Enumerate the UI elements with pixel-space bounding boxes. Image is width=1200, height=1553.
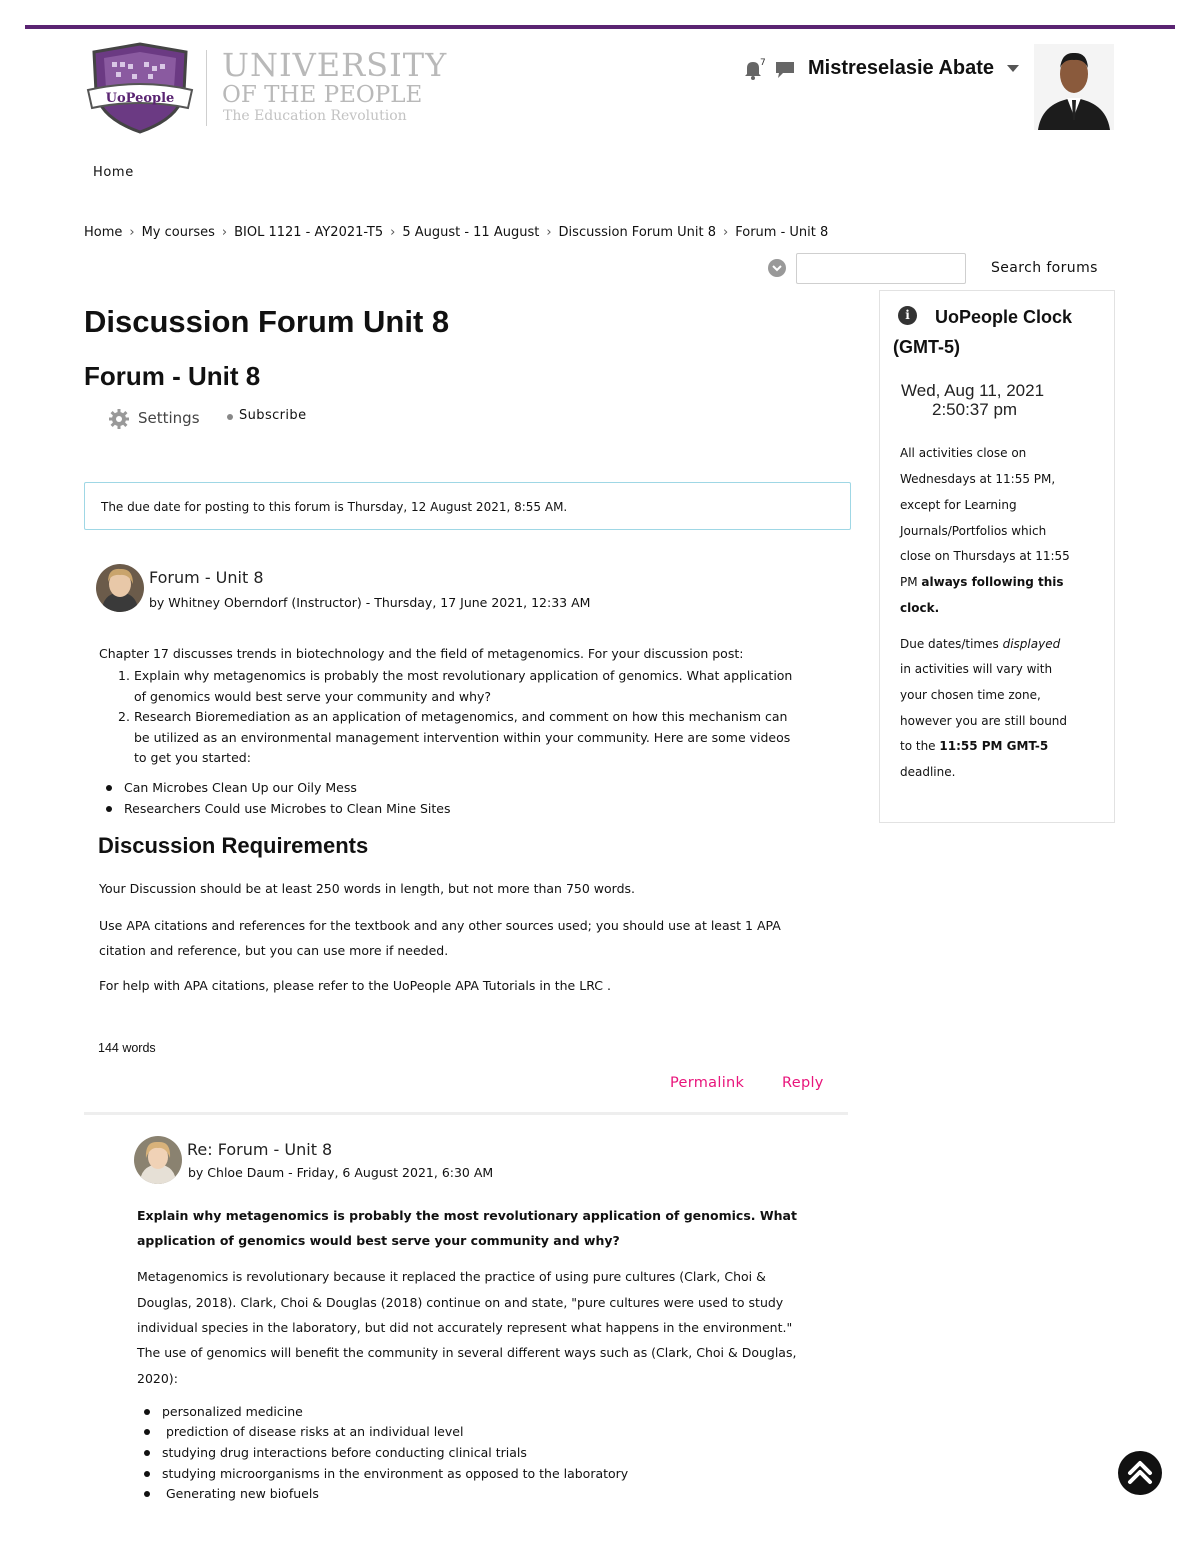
list-item-number: 1. <box>118 668 130 683</box>
clock-note-line: in activities will vary with <box>900 662 1053 676</box>
clock-note-bold: 11:55 PM GMT-5 <box>939 739 1049 753</box>
clock-note-text: PM <box>900 575 922 589</box>
logo-university: UNIVERSITY <box>222 46 448 84</box>
list-item: to get you started: <box>134 750 251 765</box>
reply-question: application of genomics would best serve your community and why? <box>137 1233 620 1248</box>
logo-of-the-people: OF THE PEOPLE <box>222 82 423 108</box>
top-accent-line <box>25 25 1175 29</box>
message-icon[interactable] <box>774 60 796 80</box>
clock-note-bold: always following this <box>921 575 1064 589</box>
logo-separator <box>206 50 207 126</box>
reply-paragraph: 2020): <box>137 1371 178 1386</box>
reply-subject: Re: Forum - Unit 8 <box>187 1140 333 1159</box>
search-forums-input[interactable] <box>796 253 966 284</box>
post-subject: Forum - Unit 8 <box>149 568 264 587</box>
forum-title: Forum - Unit 8 <box>84 361 261 391</box>
list-item: Explain why metagenomics is probably the most revolutionary application of genomics. What application <box>134 668 793 683</box>
chevron-right-icon: › <box>129 225 135 240</box>
subscribe-link[interactable]: Subscribe <box>239 408 307 423</box>
settings-link[interactable]: Settings <box>138 409 200 427</box>
list-item: Generating new biofuels <box>162 1486 319 1501</box>
post-author: by Whitney Oberndorf (Instructor) - Thursday, 17 June 2021, 12:33 AM <box>149 595 591 610</box>
reply-link[interactable]: Reply <box>782 1075 824 1091</box>
bullet-icon <box>144 1429 150 1435</box>
clock-note-line <box>900 739 1048 753</box>
breadcrumb-discussion[interactable]: Discussion Forum Unit 8 <box>558 225 717 240</box>
list-item: studying drug interactions before conducting clinical trials <box>162 1445 527 1460</box>
subscribe-dot-icon <box>227 414 233 420</box>
chevron-right-icon: › <box>390 225 396 240</box>
list-item: personalized medicine <box>162 1404 303 1419</box>
clock-date: Wed, Aug 11, 2021 <box>901 381 1045 400</box>
instructor-avatar[interactable] <box>96 564 144 612</box>
bullet-icon <box>106 806 112 812</box>
list-item-number: 2. <box>118 709 130 724</box>
clock-title: UoPeople Clock <box>935 307 1073 327</box>
list-item: prediction of disease risks at an individual level <box>162 1424 464 1439</box>
page-title: Discussion Forum Unit 8 <box>84 304 450 339</box>
clock-note-line <box>900 575 1064 589</box>
bullet-icon <box>144 1450 150 1456</box>
clock-note-line: however you are still bound <box>900 714 1068 728</box>
clock-note-line: except for Learning <box>900 498 1017 512</box>
uopeople-shield-logo <box>84 42 196 134</box>
breadcrumb-my-courses[interactable]: My courses <box>141 225 215 240</box>
post-intro: Chapter 17 discusses trends in biotechnology and the field of metagenomics. For your discussion post: <box>99 646 744 661</box>
clock-note-line: Wednesdays at 11:55 PM, <box>900 472 1056 486</box>
clock-note-text: Due dates/times <box>900 637 1003 651</box>
notification-count: 7 <box>760 58 766 68</box>
logo-badge-text: UoPeople <box>105 91 175 106</box>
logo-tagline: The Education Revolution <box>223 108 407 124</box>
list-item: of genomics would best serve your community and why? <box>134 689 492 704</box>
chevron-right-icon: › <box>546 225 552 240</box>
breadcrumb-week[interactable]: 5 August - 11 August <box>402 225 540 240</box>
clock-note-italic: displayed <box>1002 637 1061 651</box>
site-logo[interactable] <box>84 42 448 137</box>
breadcrumb-forum[interactable]: Forum - Unit 8 <box>735 225 829 240</box>
caret-down-icon[interactable] <box>1007 65 1019 72</box>
bullet-icon <box>106 785 112 791</box>
search-forums-button[interactable]: Search forums <box>991 260 1098 276</box>
post-divider <box>84 1112 848 1115</box>
user-menu-name[interactable]: Mistreselasie Abate <box>808 57 995 79</box>
clock-note-line: your chosen time zone, <box>900 688 1041 702</box>
bullet-icon <box>144 1491 150 1497</box>
nav-home-link[interactable]: Home <box>93 165 134 180</box>
breadcrumb <box>84 225 828 240</box>
breadcrumb-home[interactable]: Home <box>84 225 123 240</box>
list-item: studying microorganisms in the environment as opposed to the laboratory <box>162 1466 629 1481</box>
clock-note-line: All activities close on <box>900 446 1027 460</box>
requirements-heading: Discussion Requirements <box>98 833 369 858</box>
gear-icon[interactable] <box>108 408 130 430</box>
reply-question: Explain why metagenomics is probably the most revolutionary application of genomics. What <box>137 1208 797 1223</box>
apa-help-paragraph: For help with APA citations, please refer to the UoPeople APA Tutorials in the LRC . <box>99 978 611 993</box>
reply-author-avatar[interactable] <box>134 1136 182 1184</box>
reply-paragraph: individual species in the laboratory, but did not accurately represent what happens in the environment." <box>137 1320 793 1335</box>
word-count: 144 words <box>98 1041 156 1055</box>
chevron-right-icon: › <box>221 225 228 240</box>
permalink-link[interactable]: Permalink <box>670 1075 745 1091</box>
breadcrumb-course[interactable]: BIOL 1121 - AY2021-T5 <box>234 225 384 240</box>
bullet-icon <box>144 1409 150 1415</box>
requirements-paragraph: Your Discussion should be at least 250 words in length, but not more than 750 words. <box>99 881 635 896</box>
due-date-notice <box>84 482 851 530</box>
clock-note-line: Journals/Portfolios which <box>900 524 1047 538</box>
user-avatar[interactable] <box>1034 44 1114 130</box>
requirements-paragraph: Use APA citations and references for the textbook and any other sources used; you should use at least 1 APA <box>99 918 781 933</box>
list-item: Research Bioremediation as an application of metagenomics, and comment on how this mechanism can <box>134 709 788 724</box>
help-icon[interactable] <box>767 258 787 278</box>
reply-paragraph: Metagenomics is revolutionary because it replaced the practice of using pure cultures (Clark, Choi & <box>137 1269 766 1284</box>
clock-note-line <box>900 637 1060 651</box>
video-link[interactable]: Can Microbes Clean Up our Oily Mess <box>124 780 357 795</box>
clock-timezone: (GMT-5) <box>893 337 960 357</box>
list-item: be utilized as an environmental management intervention within your community. Here are some videos <box>134 730 791 745</box>
due-date-text: The due date for posting to this forum is Thursday, 12 August 2021, 8:55 AM. <box>101 500 568 514</box>
clock-note-line: deadline. <box>900 765 956 779</box>
reply-author: by Chloe Daum - Friday, 6 August 2021, 6:30 AM <box>188 1165 494 1180</box>
chevron-right-icon: › <box>723 225 729 240</box>
clock-note-text: to the <box>900 739 940 753</box>
requirements-paragraph: citation and reference, but you can use more if needed. <box>99 943 449 958</box>
info-icon: i <box>898 306 917 325</box>
reply-paragraph: The use of genomics will benefit the community in several different ways such as (Clark, Choi & Douglas, <box>137 1345 797 1360</box>
clock-time: 2:50:37 pm <box>932 400 1018 419</box>
back-to-top-icon[interactable] <box>1118 1451 1162 1495</box>
video-link[interactable]: Researchers Could use Microbes to Clean Mine Sites <box>124 801 451 816</box>
clock-note-line: clock. <box>900 601 940 615</box>
reply-paragraph: Douglas, 2018). Clark, Choi & Douglas (2018) continue on and state, "pure cultures were used to study <box>137 1295 784 1310</box>
bullet-icon <box>144 1471 150 1477</box>
clock-note-line: close on Thursdays at 11:55 <box>900 549 1070 563</box>
